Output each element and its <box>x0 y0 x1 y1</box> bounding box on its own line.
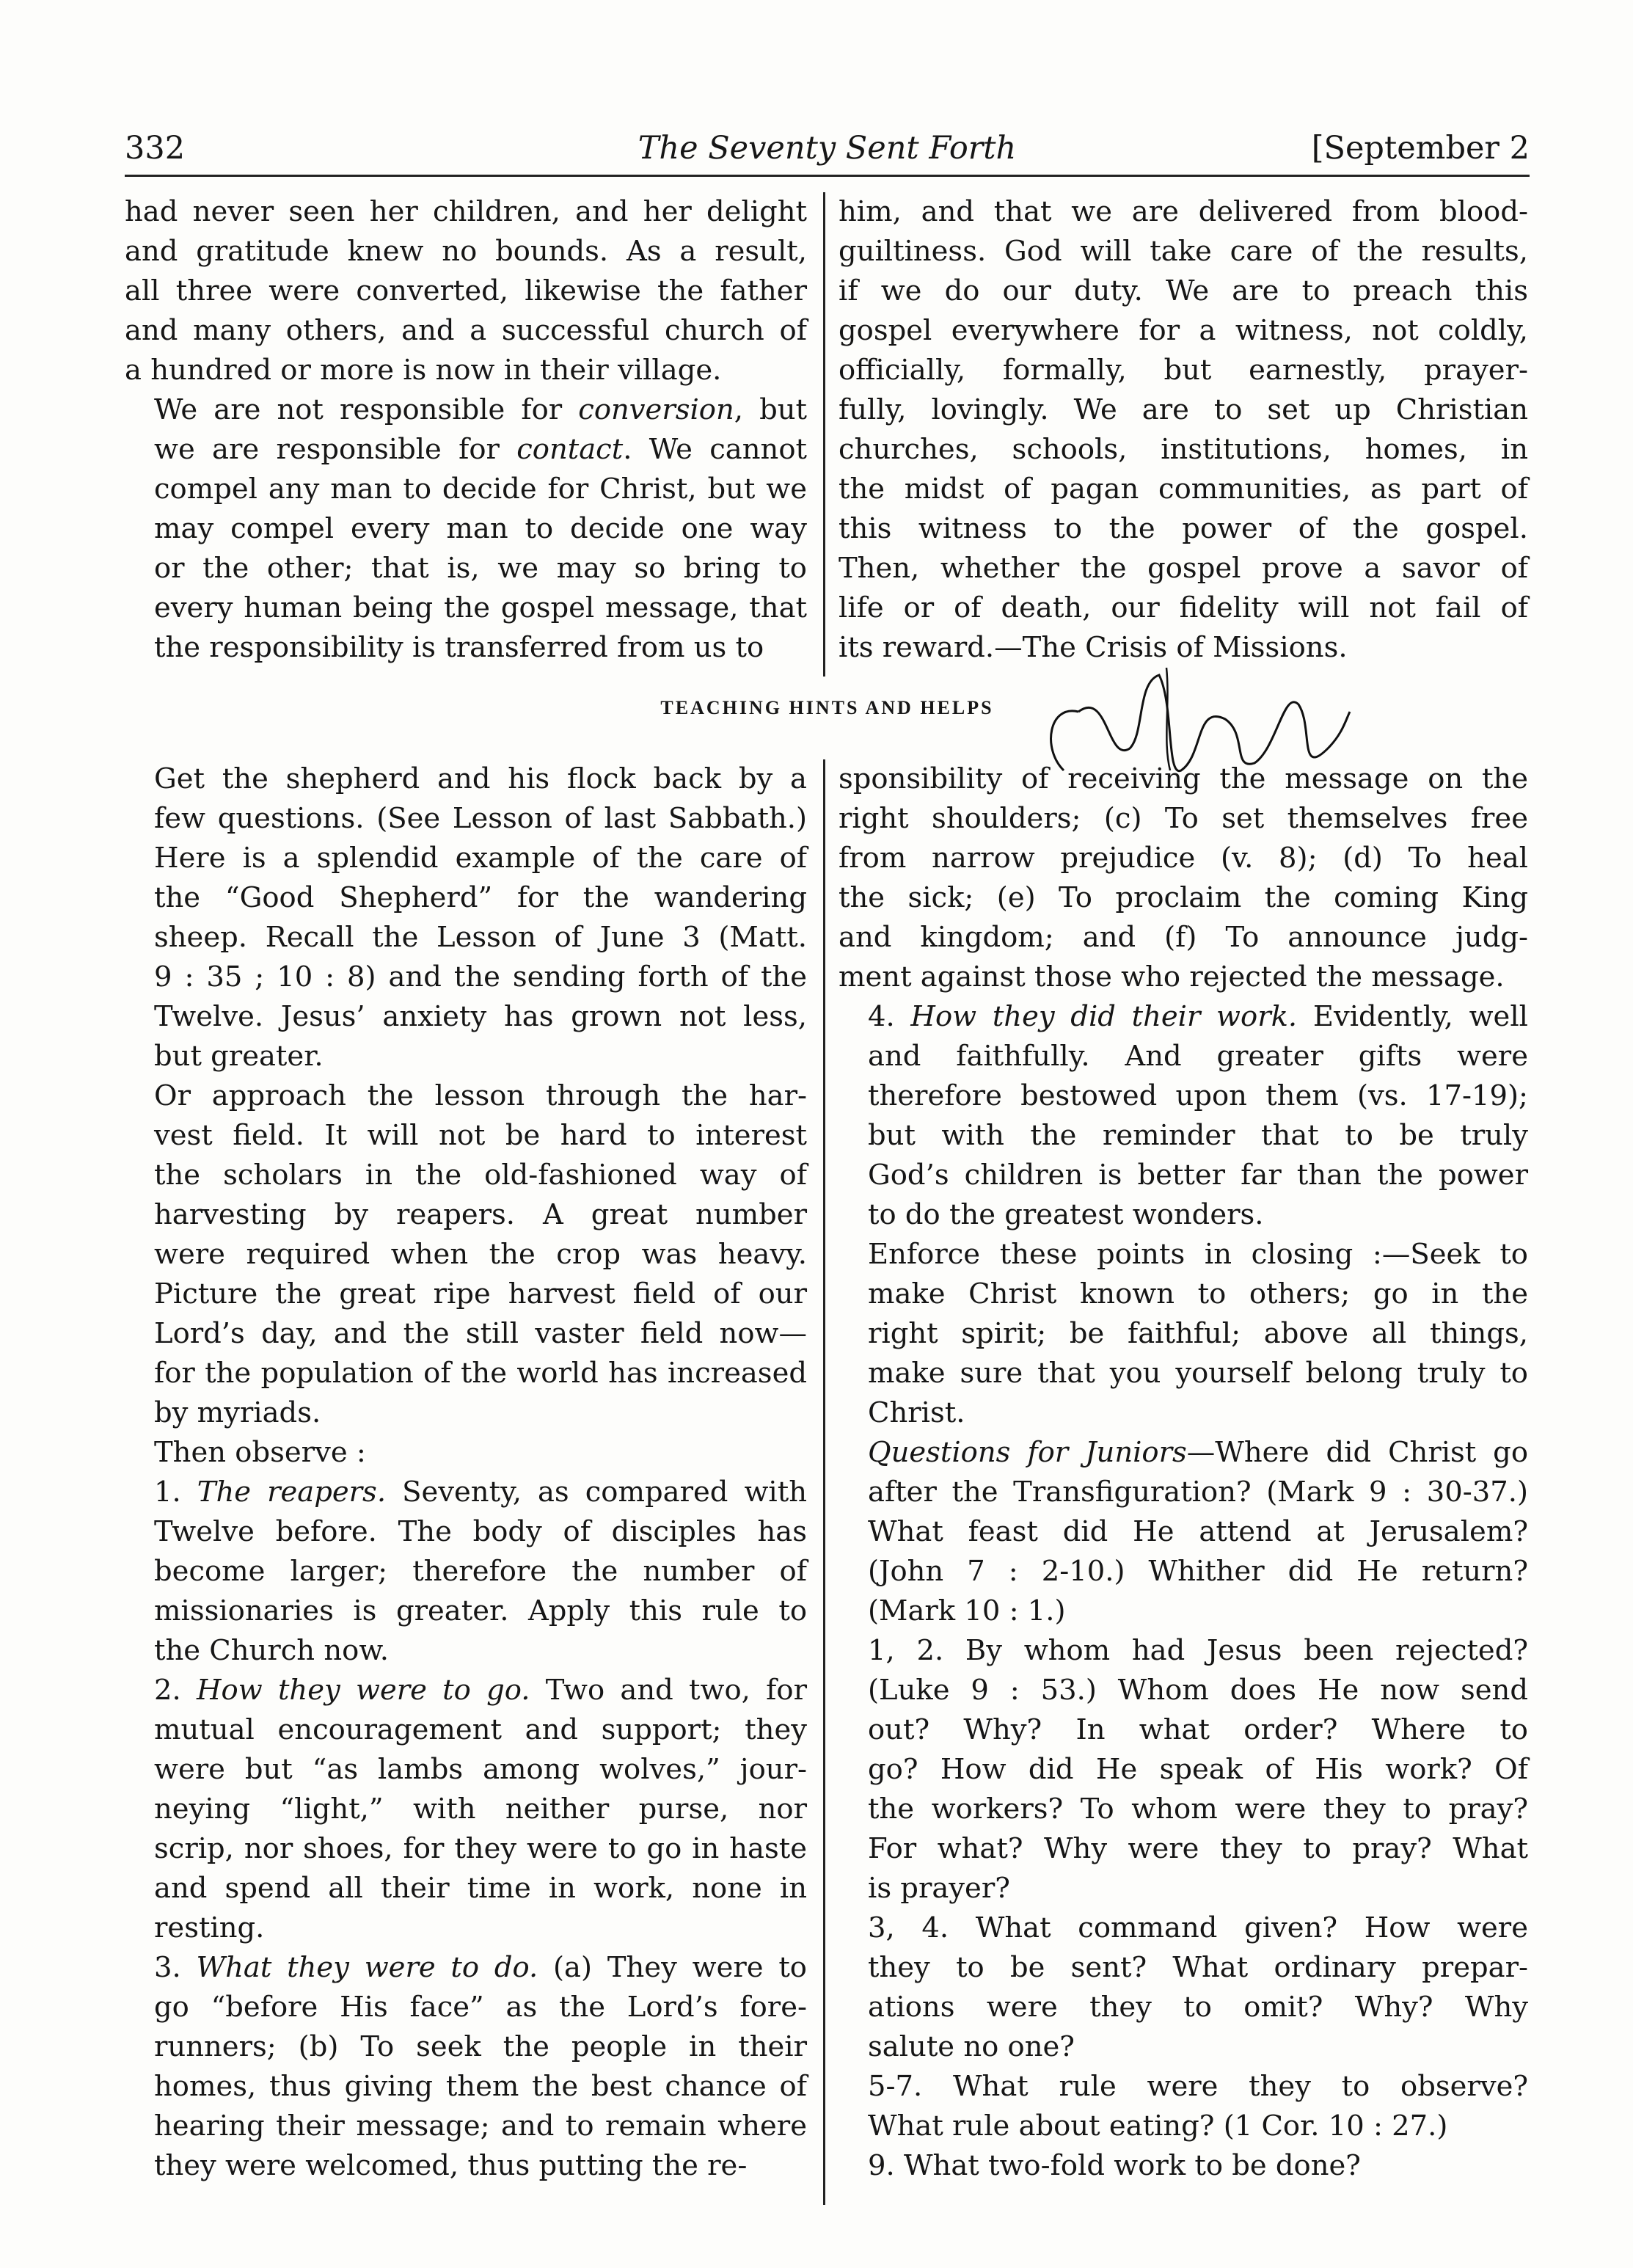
page-number: 332 <box>125 130 186 167</box>
text-line: but greater. <box>154 1040 324 1073</box>
column-top-left <box>125 192 807 668</box>
text-line: they to be sent? What ordinary prepar- <box>868 1951 1528 1984</box>
text-line: 3, 4. What command given? How were <box>868 1911 1528 1944</box>
paragraph <box>839 2146 1528 2186</box>
text-line: the workers? To whom were they to pray? <box>868 1793 1528 1826</box>
page-header <box>125 126 1530 170</box>
text-line: right shoulders; (c) To set themselves free <box>839 802 1528 835</box>
text-line: him, and that we are delivered from blood- <box>839 195 1528 228</box>
text-line: neying “light,” with neither purse, nor <box>154 1793 807 1826</box>
text-line: fully, lovingly. We are to set up Christian <box>839 393 1528 426</box>
text-line: Questions for Juniors—Where did Christ go <box>868 1436 1529 1469</box>
paragraph <box>125 192 807 390</box>
text-line: 3. What they were to do. (a) They were to <box>154 1951 807 1984</box>
text-line: resting. <box>154 1911 265 1944</box>
text-line: homes, thus giving them the best chance of <box>154 2070 807 2103</box>
text-line: make sure that you yourself belong truly to <box>868 1357 1528 1390</box>
text-line: What rule about eating? (1 Cor. 10 : 27.) <box>868 2110 1448 2143</box>
text-line: Christ. <box>868 1396 965 1429</box>
text-line: the responsibility is transferred from us to <box>154 631 764 664</box>
text-line: after the Transfiguration? (Mark 9 : 30-37.) <box>868 1476 1528 1509</box>
text-line: sponsibility of receiving the message on the <box>839 762 1528 795</box>
paragraph <box>125 759 807 1076</box>
text-line: its reward.—The Crisis of Missions. <box>839 631 1348 664</box>
column-top-right <box>839 192 1528 668</box>
text-line: 1, 2. By whom had Jesus been rejected? <box>868 1634 1528 1667</box>
text-line: and gratitude knew no bounds. As a result, <box>125 235 807 268</box>
paragraph <box>839 2067 1528 2146</box>
text-line: from narrow prejudice (v. 8); (d) To heal <box>839 842 1528 875</box>
text-line: to do the greatest wonders. <box>868 1198 1264 1231</box>
text-line: salute no one? <box>868 2030 1075 2063</box>
text-line: ations were they to omit? Why? Why <box>868 1991 1528 2024</box>
text-line: churches, schools, institutions, homes, in <box>839 433 1528 466</box>
text-line: harvesting by reapers. A great number <box>154 1198 807 1231</box>
text-line: the “Good Shepherd” for the wandering <box>154 881 807 914</box>
text-line: the Church now. <box>154 1634 389 1667</box>
column-bottom-right <box>839 759 1528 2186</box>
text-line: every human being the gospel message, that <box>154 591 807 624</box>
text-line: become larger; therefore the number of <box>154 1555 807 1588</box>
text-line: mutual encouragement and support; they <box>154 1713 807 1746</box>
text-line: We are not responsible for conversion, but <box>154 393 807 426</box>
text-line: therefore bestowed upon them (vs. 17-19); <box>868 1079 1528 1112</box>
text-line: compel any man to decide for Christ, but we <box>154 473 807 506</box>
text-line: all three were converted, likewise the father <box>125 274 807 307</box>
text-line: may compel every man to decide one way <box>154 512 807 545</box>
column-bottom-left <box>125 759 807 2186</box>
paragraph <box>839 1908 1528 2067</box>
text-line: 1. The reapers. Seventy, as compared with <box>154 1476 807 1509</box>
text-line: out? Why? In what order? Where to <box>868 1713 1528 1746</box>
text-line: 2. How they were to go. Two and two, for <box>154 1674 807 1707</box>
text-line: hearing their message; and to remain where <box>154 2110 807 2143</box>
text-line: is prayer? <box>868 1872 1010 1905</box>
paragraph <box>839 1235 1528 1433</box>
text-line: 9 : 35 ; 10 : 8) and the sending forth of the <box>154 960 807 993</box>
text-line: Twelve. Jesus’ anxiety has grown not less, <box>154 1000 807 1033</box>
text-line: Picture the great ripe harvest field of our <box>154 1277 807 1310</box>
paragraph <box>125 1433 807 1473</box>
paragraph <box>125 1076 807 1433</box>
text-line: or the other; that is, we may so bring to <box>154 552 807 585</box>
column-divider-bottom <box>823 759 825 2205</box>
paragraph <box>839 1631 1528 1908</box>
text-line: go “before His face” as the Lord’s fore- <box>154 1991 807 2024</box>
text-line: 4. How they did their work. Evidently, well <box>868 1000 1528 1033</box>
text-line: right spirit; be faithful; above all things, <box>868 1317 1528 1350</box>
paragraph <box>839 1433 1528 1631</box>
text-line: vest field. It will not be hard to interest <box>154 1119 807 1152</box>
text-line: Get the shepherd and his flock back by a <box>154 762 807 795</box>
text-line: life or of death, our fidelity will not fail of <box>839 591 1528 624</box>
text-line: Enforce these points in closing :—Seek to <box>868 1238 1528 1271</box>
text-line: Then observe : <box>154 1436 366 1469</box>
text-line: gospel everywhere for a witness, not coldly, <box>839 314 1528 347</box>
text-line: were but “as lambs among wolves,” jour- <box>154 1753 807 1786</box>
text-line: Then, whether the gospel prove a savor of <box>839 552 1528 585</box>
text-line: sheep. Recall the Lesson of June 3 (Matt. <box>154 921 807 954</box>
running-title: The Seventy Sent Forth <box>638 130 1017 167</box>
text-line: Lord’s day, and the still vaster field now— <box>154 1317 807 1350</box>
text-line: for the population of the world has increased <box>154 1357 807 1390</box>
paragraph <box>125 390 807 668</box>
text-line: What feast did He attend at Jerusalem? <box>868 1515 1528 1548</box>
paragraph <box>125 1948 807 2186</box>
text-line: make Christ known to others; go in the <box>868 1277 1528 1310</box>
text-line: scrip, nor shoes, for they were to go in haste <box>154 1832 807 1865</box>
column-divider-top <box>823 192 825 677</box>
paragraph <box>839 192 1528 668</box>
text-line: guiltiness. God will take care of the results, <box>839 235 1528 268</box>
header-rule <box>125 175 1530 177</box>
text-line: but with the reminder that to be truly <box>868 1119 1528 1152</box>
text-line: go? How did He speak of His work? Of <box>868 1753 1528 1786</box>
text-line: a hundred or more is now in their village. <box>125 354 722 387</box>
running-date: [September 2 <box>1311 130 1530 167</box>
text-line: had never seen her children, and her delight <box>125 195 807 228</box>
section-heading: TEACHING HINTS AND HELPS <box>660 697 994 718</box>
paragraph <box>839 997 1528 1235</box>
text-line: (Luke 9 : 53.) Whom does He now send <box>868 1674 1528 1707</box>
text-line: (John 7 : 2-10.) Whither did He return? <box>868 1555 1528 1588</box>
text-line: Twelve before. The body of disciples has <box>154 1515 807 1548</box>
text-line: ment against those who rejected the message. <box>839 960 1505 993</box>
text-line: the midst of pagan communities, as part of <box>839 473 1528 506</box>
text-line: Here is a splendid example of the care of <box>154 842 807 875</box>
text-line: this witness to the power of the gospel. <box>839 512 1528 545</box>
text-line: and kingdom; and (f) To announce judg- <box>839 921 1528 954</box>
text-line: officially, formally, but earnestly, prayer- <box>839 354 1528 387</box>
text-line: (Mark 10 : 1.) <box>868 1594 1066 1627</box>
paragraph <box>839 759 1528 997</box>
text-line: the scholars in the old-fashioned way of <box>154 1159 807 1192</box>
text-line: missionaries is greater. Apply this rule to <box>154 1594 807 1627</box>
text-line: they were welcomed, thus putting the re- <box>154 2149 748 2182</box>
paragraph <box>125 1473 807 1671</box>
text-line: and faithfully. And greater gifts were <box>868 1040 1528 1073</box>
text-line: For what? Why were they to pray? What <box>868 1832 1528 1865</box>
text-line: we are responsible for contact. We cannot <box>154 433 807 466</box>
text-line: were required when the crop was heavy. <box>154 1238 807 1271</box>
text-line: Or approach the lesson through the har- <box>154 1079 807 1112</box>
text-line: few questions. (See Lesson of last Sabbath.) <box>154 802 807 835</box>
text-line: 9. What two-fold work to be done? <box>868 2149 1361 2182</box>
paragraph <box>125 1671 807 1948</box>
text-line: runners; (b) To seek the people in their <box>154 2030 807 2063</box>
text-line: by myriads. <box>154 1396 321 1429</box>
text-line: and spend all their time in work, none in <box>154 1872 807 1905</box>
text-line: and many others, and a successful church of <box>125 314 807 347</box>
text-line: 5-7. What rule were they to observe? <box>868 2070 1528 2103</box>
text-line: the sick; (e) To proclaim the coming King <box>839 881 1528 914</box>
text-line: if we do our duty. We are to preach this <box>839 274 1528 307</box>
text-line: God’s children is better far than the power <box>868 1159 1528 1192</box>
